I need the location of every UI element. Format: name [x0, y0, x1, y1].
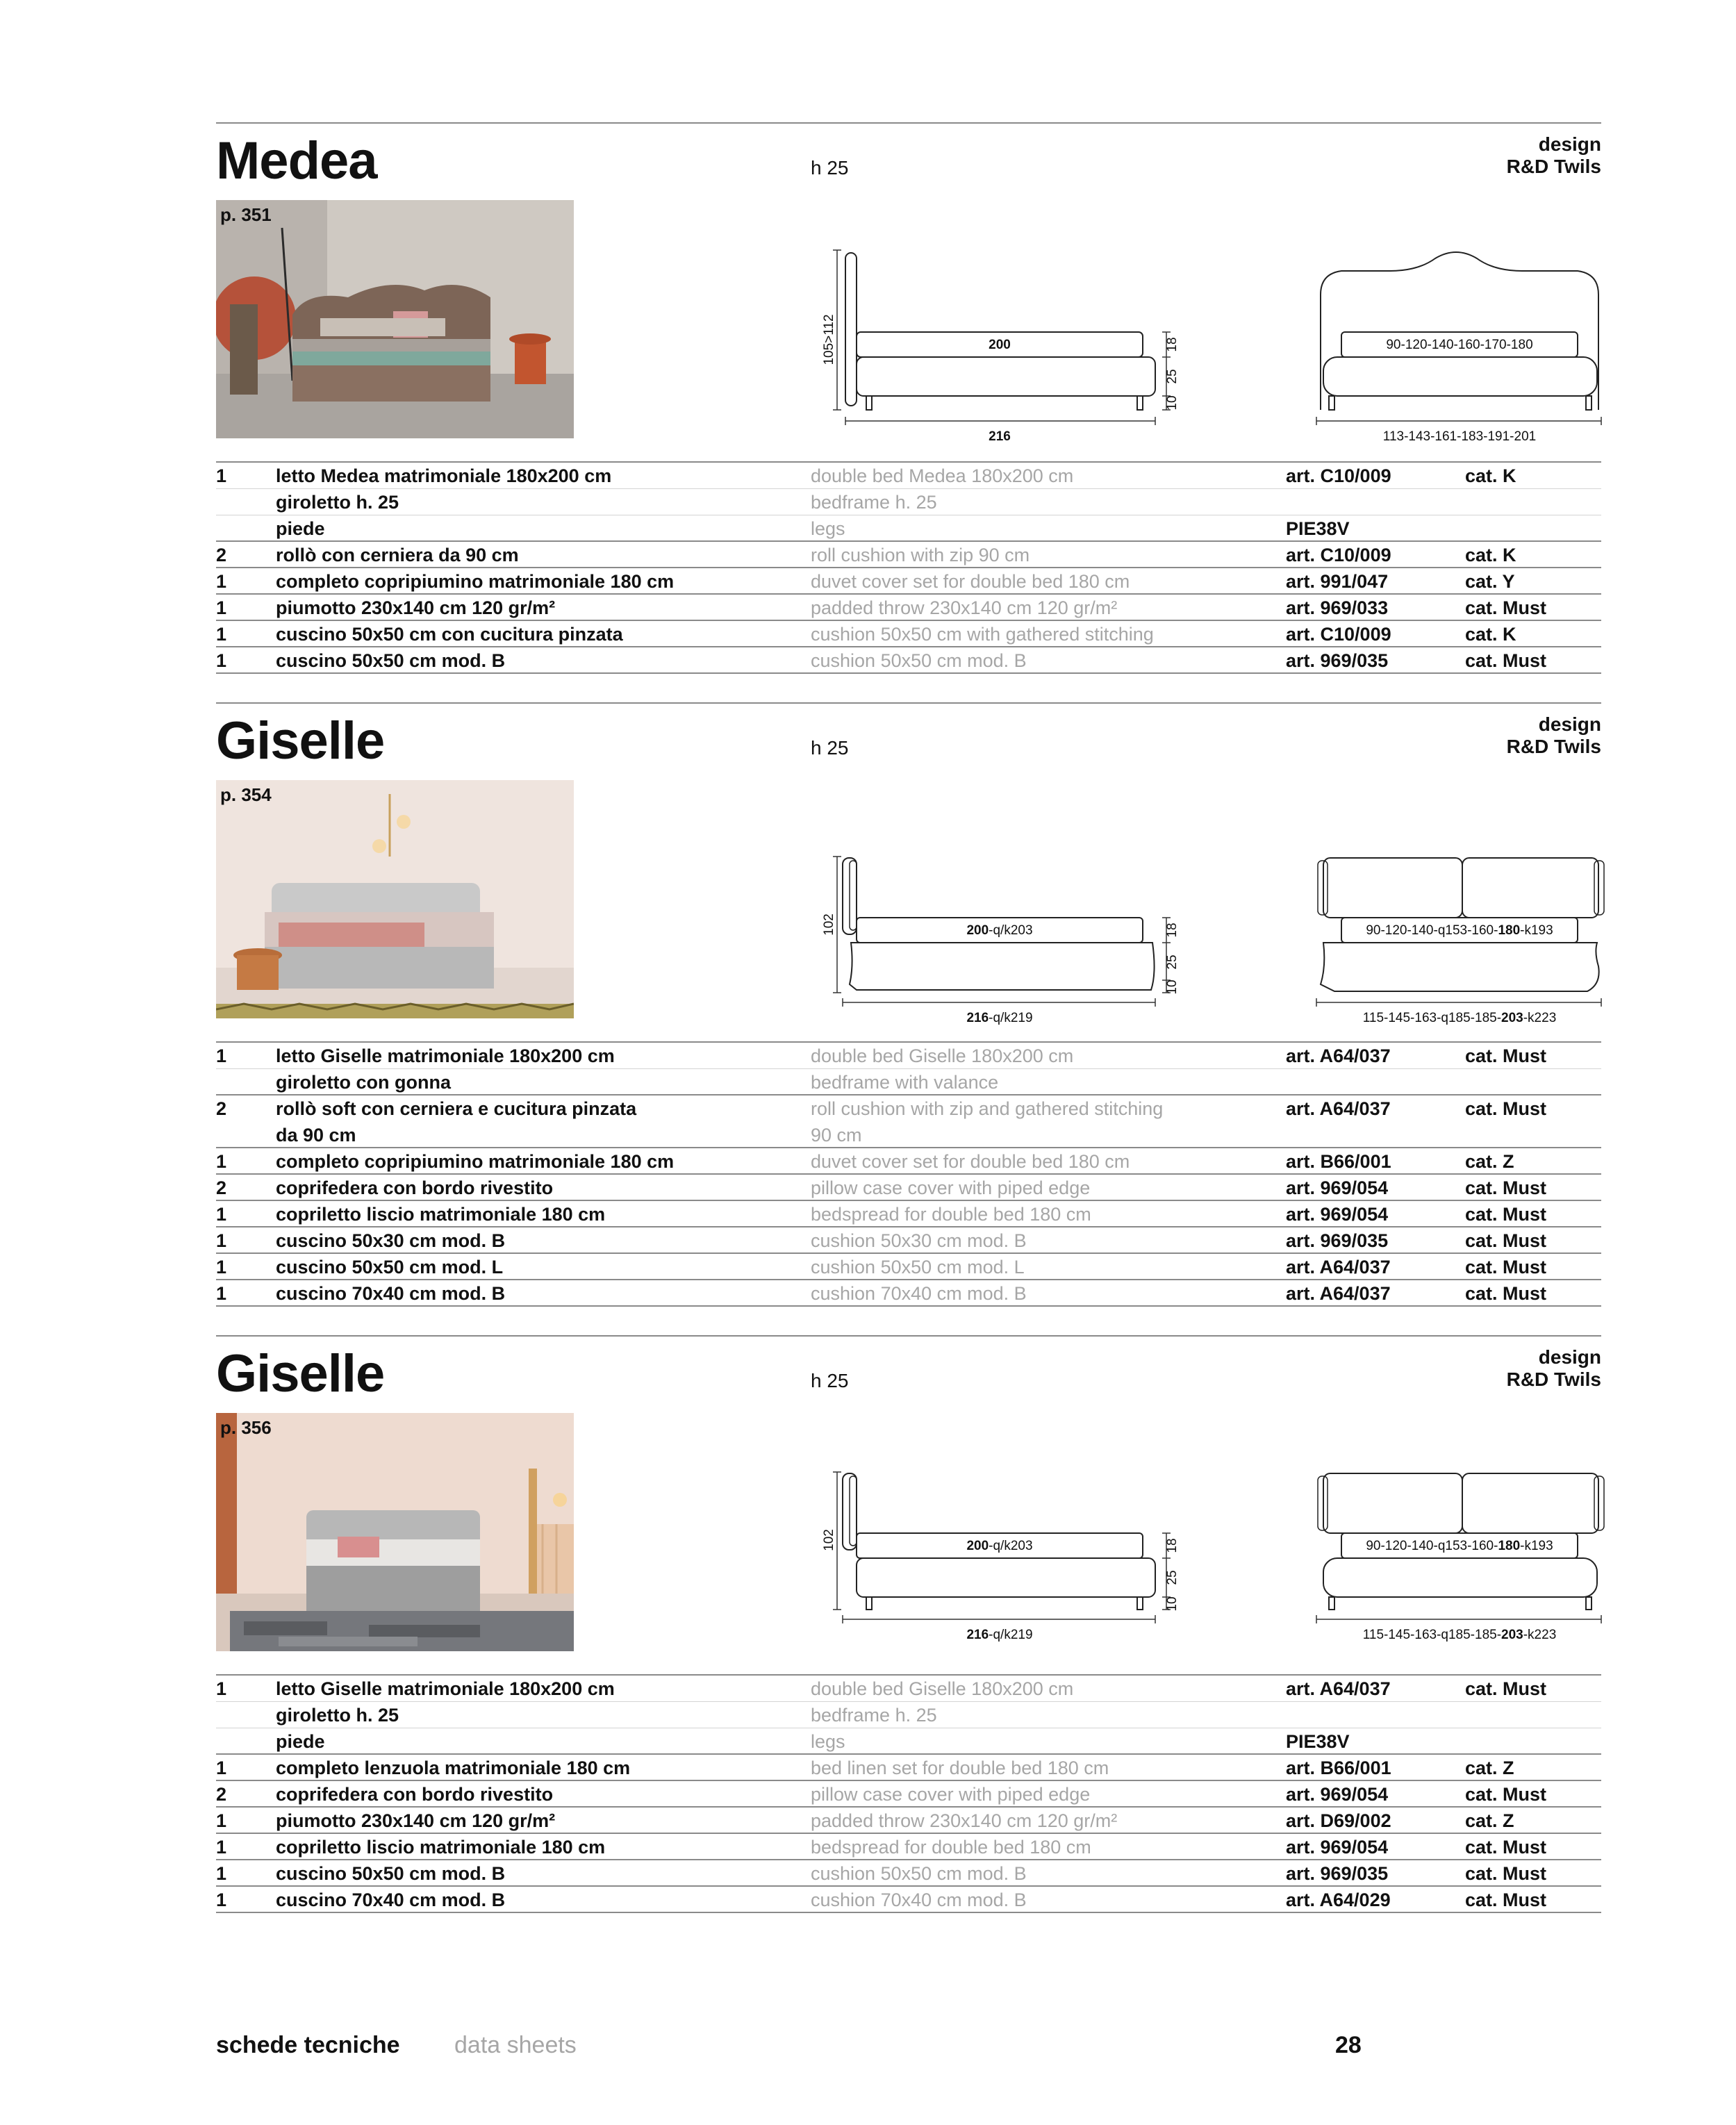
section-giselle-2	[216, 1335, 1601, 1926]
cell-en: cushion 50x50 cm with gathered stitching	[811, 624, 1154, 645]
cell-en: padded throw 230x140 cm 120 gr/m²	[811, 1810, 1118, 1831]
cell-it: letto Medea matrimoniale 180x200 cm	[276, 465, 612, 486]
front-overall-label: 115-145-163-q185-185-203-k223	[1362, 1628, 1557, 1642]
product-title: Giselle	[216, 711, 385, 770]
spec-table	[216, 1674, 1601, 1913]
cell-it: letto Giselle matrimoniale 180x200 cm	[276, 1045, 615, 1066]
cell-cat: cat. Must	[1465, 1863, 1547, 1884]
cell-it: completo lenzuola matrimoniale 180 cm	[276, 1758, 631, 1778]
cell-en: double bed Giselle 180x200 cm	[811, 1045, 1074, 1066]
cell-art: art. A64/029	[1286, 1890, 1391, 1910]
table-row	[216, 621, 1601, 647]
side-view-drawing	[811, 246, 1180, 454]
table-row	[216, 1887, 1601, 1913]
overall-length-label: 216-q/k219	[966, 1628, 1033, 1642]
cell-art: art. C10/009	[1286, 545, 1391, 565]
cell-it: piumotto 230x140 cm 120 gr/m²	[276, 597, 556, 618]
cell-cat: cat. Must	[1465, 1177, 1547, 1198]
cell-art: PIE38V	[1286, 1731, 1350, 1752]
cell-en: cushion 70x40 cm mod. B	[811, 1890, 1027, 1910]
table-row	[216, 1834, 1601, 1860]
cell-en: roll cushion with zip and gathered stitching	[811, 1098, 1164, 1119]
overall-length-label: 216	[989, 429, 1011, 444]
spec-table	[216, 1041, 1601, 1307]
cell-en: bedframe h. 25	[811, 1705, 937, 1726]
cell-qty: 1	[216, 465, 227, 486]
table-row	[216, 463, 1601, 489]
cell-it: cuscino 50x30 cm mod. B	[276, 1230, 506, 1251]
cell-qty: 1	[216, 1230, 227, 1251]
cell-qty: 1	[216, 597, 227, 618]
cell-it: cuscino 50x50 cm mod. B	[276, 1863, 506, 1884]
cell-it: piede	[276, 1731, 325, 1752]
cell-en: bedframe with valance	[811, 1072, 999, 1093]
cell-cat: cat. K	[1465, 465, 1516, 486]
cell-art: art. 969/035	[1286, 1230, 1389, 1251]
cell-art: art. 969/054	[1286, 1784, 1389, 1805]
cell-it: copriletto liscio matrimoniale 180 cm	[276, 1204, 606, 1225]
cell-en: cushion 50x50 cm mod. B	[811, 650, 1027, 671]
table-row	[216, 1043, 1601, 1069]
catalog-page-ref: p. 356	[220, 1417, 272, 1438]
table-row	[216, 647, 1601, 674]
cell-cat: cat. Must	[1465, 1678, 1547, 1699]
product-photo	[216, 200, 574, 438]
cell-en: 90 cm	[811, 1125, 862, 1146]
section-top-rule	[216, 1335, 1601, 1337]
cell-en: duvet cover set for double bed 180 cm	[811, 571, 1130, 592]
designer-credit	[1507, 713, 1601, 758]
cell-cat: cat. Must	[1465, 1283, 1547, 1304]
cell-it: cuscino 70x40 cm mod. B	[276, 1283, 506, 1304]
cell-qty: 1	[216, 1863, 227, 1884]
table-row	[216, 1702, 1601, 1728]
cell-en: cushion 50x50 cm mod. B	[811, 1863, 1027, 1884]
cell-it: giroletto h. 25	[276, 492, 399, 513]
cell-en: double bed Giselle 180x200 cm	[811, 1678, 1074, 1699]
mattress-length-label: 200-q/k203	[966, 923, 1033, 938]
frame-height: h 25	[811, 737, 849, 759]
product-photo	[216, 780, 574, 1018]
cell-cat: cat. K	[1465, 624, 1516, 645]
cell-cat: cat. Must	[1465, 650, 1547, 671]
section-top-rule	[216, 122, 1601, 124]
cell-cat: cat. Must	[1465, 1837, 1547, 1858]
side-height-label: 102	[822, 913, 836, 936]
side-view-drawing	[811, 855, 1180, 1036]
dim-10: 10	[1165, 1596, 1180, 1612]
table-row	[216, 1175, 1601, 1201]
table-row	[216, 1808, 1601, 1834]
cell-it: copriletto liscio matrimoniale 180 cm	[276, 1837, 606, 1858]
cell-cat: cat. Must	[1465, 597, 1547, 618]
cell-art: art. C10/009	[1286, 624, 1391, 645]
cell-qty: 1	[216, 650, 227, 671]
cell-cat: cat. Z	[1465, 1151, 1514, 1172]
cell-cat: cat. Must	[1465, 1045, 1547, 1066]
frame-height: h 25	[811, 1370, 849, 1391]
table-row	[216, 1755, 1601, 1781]
cell-cat: cat. Must	[1465, 1784, 1547, 1805]
dim-10: 10	[1165, 395, 1180, 411]
designer-credit	[1507, 1346, 1601, 1391]
cell-qty: 2	[216, 1098, 227, 1119]
cell-it: letto Giselle matrimoniale 180x200 cm	[276, 1678, 615, 1699]
footer-section-subtitle: data sheets	[454, 2032, 577, 2058]
table-row	[216, 1148, 1601, 1175]
front-widths-label: 90-120-140-q153-160-180-k193	[1366, 1539, 1553, 1553]
designer-name: R&D Twils	[1506, 156, 1601, 177]
cell-art: art. B66/001	[1286, 1151, 1391, 1172]
cell-en: cushion 70x40 cm mod. B	[811, 1283, 1027, 1304]
cell-cat: cat. Must	[1465, 1890, 1547, 1910]
cell-qty: 1	[216, 1758, 227, 1778]
cell-it: coprifedera con bordo rivestito	[276, 1784, 554, 1805]
cell-it: piumotto 230x140 cm 120 gr/m²	[276, 1810, 556, 1831]
front-widths-label: 90-120-140-160-170-180	[1386, 338, 1533, 352]
cell-it: giroletto con gonna	[276, 1072, 451, 1093]
cell-en: pillow case cover with piped edge	[811, 1784, 1091, 1805]
table-row	[216, 542, 1601, 568]
cell-cat: cat. Y	[1465, 571, 1515, 592]
overall-length-label: 216-q/k219	[966, 1011, 1033, 1025]
dim-25: 25	[1165, 1570, 1180, 1585]
cell-en: bed linen set for double bed 180 cm	[811, 1758, 1109, 1778]
cell-art: art. 969/035	[1286, 1863, 1389, 1884]
table-row	[216, 489, 1601, 515]
cell-it: rollò con cerniera da 90 cm	[276, 545, 519, 565]
designer-name: R&D Twils	[1506, 736, 1601, 757]
product-title: Medea	[216, 131, 377, 190]
design-label: design	[1538, 1346, 1601, 1368]
frame-height: h 25	[811, 157, 849, 179]
cell-art: art. A64/037	[1286, 1098, 1391, 1119]
cell-it: piede	[276, 518, 325, 539]
table-row	[216, 1781, 1601, 1808]
cell-qty: 1	[216, 1678, 227, 1699]
designer-name: R&D Twils	[1506, 1369, 1601, 1390]
cell-qty: 1	[216, 1257, 227, 1278]
cell-art: art. C10/009	[1286, 465, 1391, 486]
cell-qty: 1	[216, 624, 227, 645]
front-view-drawing	[1314, 1471, 1605, 1651]
cell-en: cushion 50x50 cm mod. L	[811, 1257, 1025, 1278]
designer-credit	[1507, 133, 1601, 178]
cell-it: completo copripiumino matrimoniale 180 cm	[276, 571, 675, 592]
table-row	[216, 1860, 1601, 1887]
product-title: Giselle	[216, 1344, 385, 1403]
cell-art: art. A64/037	[1286, 1045, 1391, 1066]
cell-it: completo copripiumino matrimoniale 180 cm	[276, 1151, 675, 1172]
product-photo	[216, 1413, 574, 1651]
cell-art: art. D69/002	[1286, 1810, 1391, 1831]
cell-art: art. 969/054	[1286, 1204, 1389, 1225]
side-view-drawing	[811, 1471, 1180, 1651]
cell-art: PIE38V	[1286, 518, 1350, 539]
dim-18: 18	[1165, 337, 1180, 352]
cell-it: coprifedera con bordo rivestito	[276, 1177, 554, 1198]
dim-18: 18	[1165, 923, 1180, 938]
spec-table	[216, 461, 1601, 674]
design-label: design	[1538, 713, 1601, 735]
section-medea	[216, 122, 1601, 678]
cell-cat: cat. Z	[1465, 1810, 1514, 1831]
cell-it: cuscino 50x50 cm mod. B	[276, 650, 506, 671]
design-label: design	[1538, 133, 1601, 155]
cell-cat: cat. Z	[1465, 1758, 1514, 1778]
front-overall-label: 113-143-161-183-191-201	[1382, 429, 1537, 444]
cell-cat: cat. Must	[1465, 1230, 1547, 1251]
cell-art: art. 969/035	[1286, 650, 1389, 671]
cell-it: da 90 cm	[276, 1125, 356, 1146]
table-row	[216, 515, 1601, 542]
table-row	[216, 568, 1601, 595]
cell-en: legs	[811, 518, 845, 539]
cell-en: bedspread for double bed 180 cm	[811, 1837, 1091, 1858]
front-view-drawing	[1314, 246, 1605, 454]
cell-qty: 2	[216, 1177, 227, 1198]
cell-en: double bed Medea 180x200 cm	[811, 465, 1074, 486]
cell-en: roll cushion with zip 90 cm	[811, 545, 1030, 565]
cell-en: bedframe h. 25	[811, 492, 937, 513]
cell-qty: 1	[216, 1283, 227, 1304]
table-row	[216, 1069, 1601, 1095]
cell-en: duvet cover set for double bed 180 cm	[811, 1151, 1130, 1172]
dim-10: 10	[1165, 979, 1180, 995]
front-overall-label: 115-145-163-q185-185-203-k223	[1362, 1011, 1557, 1025]
catalog-page-ref: p. 351	[220, 204, 272, 225]
side-height-label: 102	[822, 1529, 836, 1551]
cell-art: art. B66/001	[1286, 1758, 1391, 1778]
section-giselle-1	[216, 702, 1601, 1314]
table-row	[216, 1676, 1601, 1702]
cell-art: art. 969/054	[1286, 1177, 1389, 1198]
cell-art: art. 969/054	[1286, 1837, 1389, 1858]
dim-25: 25	[1165, 369, 1180, 384]
table-row	[216, 1280, 1601, 1307]
front-view-drawing	[1314, 855, 1605, 1036]
cell-qty: 1	[216, 1045, 227, 1066]
cell-qty: 1	[216, 1837, 227, 1858]
cell-art: art. A64/037	[1286, 1257, 1391, 1278]
cell-en: cushion 50x30 cm mod. B	[811, 1230, 1027, 1251]
cell-cat: cat. Must	[1465, 1257, 1547, 1278]
front-widths-label: 90-120-140-q153-160-180-k193	[1366, 923, 1553, 938]
cell-en: padded throw 230x140 cm 120 gr/m²	[811, 597, 1118, 618]
cell-cat: cat. K	[1465, 545, 1516, 565]
page-number: 28	[1335, 2032, 1362, 2058]
cell-it: rollò soft con cerniera e cucitura pinzata	[276, 1098, 637, 1119]
dim-25: 25	[1165, 954, 1180, 970]
cell-art: art. 991/047	[1286, 571, 1389, 592]
cell-it: cuscino 50x50 cm mod. L	[276, 1257, 504, 1278]
cell-qty: 1	[216, 1151, 227, 1172]
cell-it: giroletto h. 25	[276, 1705, 399, 1726]
footer-section-title: schede tecniche	[216, 2032, 400, 2058]
dim-18: 18	[1165, 1538, 1180, 1553]
cell-qty: 1	[216, 1810, 227, 1831]
table-row	[216, 1227, 1601, 1254]
cell-art: art. A64/037	[1286, 1283, 1391, 1304]
cell-it: cuscino 50x50 cm con cucitura pinzata	[276, 624, 623, 645]
cell-qty: 2	[216, 1784, 227, 1805]
table-row	[216, 595, 1601, 621]
cell-qty: 1	[216, 1204, 227, 1225]
cell-art: art. A64/037	[1286, 1678, 1391, 1699]
cell-qty: 1	[216, 1890, 227, 1910]
cell-cat: cat. Must	[1465, 1204, 1547, 1225]
cell-art: art. 969/033	[1286, 597, 1389, 618]
table-row	[216, 1201, 1601, 1227]
cell-en: legs	[811, 1731, 845, 1752]
mattress-length-label: 200	[989, 338, 1011, 352]
table-row	[216, 1095, 1601, 1122]
section-top-rule	[216, 702, 1601, 704]
mattress-length-label: 200-q/k203	[966, 1539, 1033, 1553]
cell-it: cuscino 70x40 cm mod. B	[276, 1890, 506, 1910]
catalog-page-ref: p. 354	[220, 784, 272, 805]
table-row	[216, 1728, 1601, 1755]
cell-qty: 1	[216, 571, 227, 592]
table-row	[216, 1254, 1601, 1280]
cell-qty: 2	[216, 545, 227, 565]
side-height-label: 105>112	[822, 314, 836, 365]
cell-en: bedspread for double bed 180 cm	[811, 1204, 1091, 1225]
cell-en: pillow case cover with piped edge	[811, 1177, 1091, 1198]
table-row	[216, 1122, 1601, 1148]
cell-cat: cat. Must	[1465, 1098, 1547, 1119]
